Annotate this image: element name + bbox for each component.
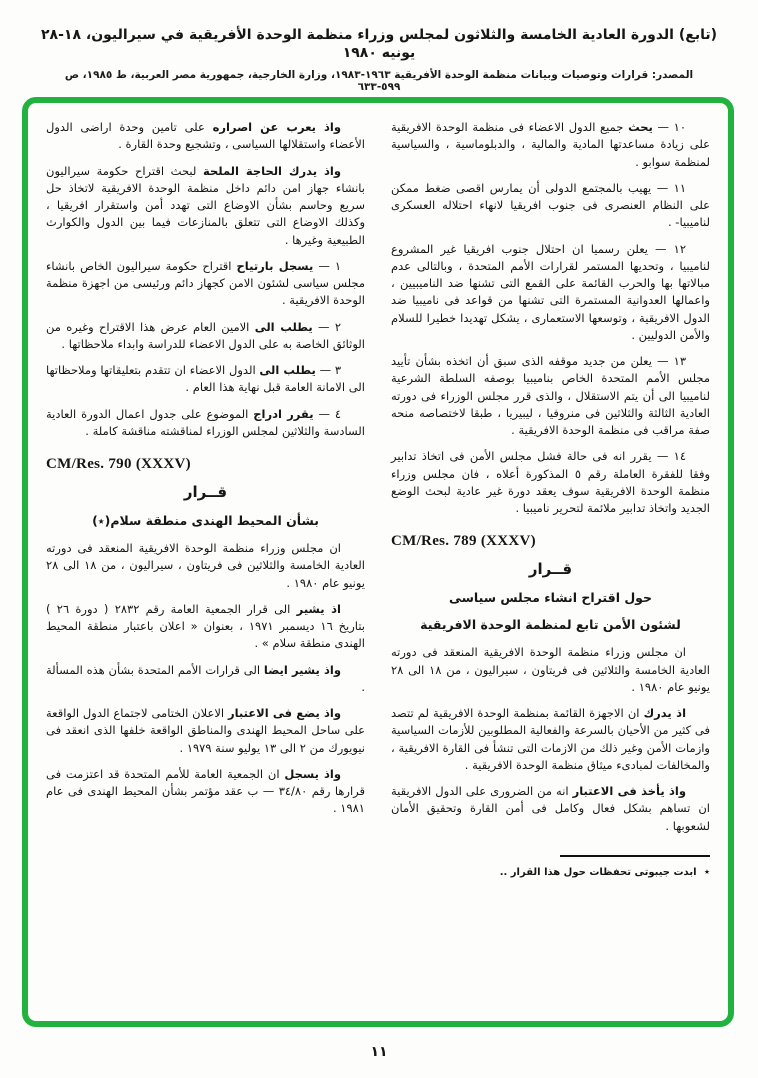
footnote-divider <box>560 855 710 857</box>
resolution-subtitle-1: حول اقتراح انشاء مجلس سياسى <box>448 590 653 606</box>
page-number: ١١ <box>370 1044 388 1060</box>
paragraph-lead: يطلب الى <box>259 363 316 377</box>
paragraph <box>46 705 365 757</box>
paragraph-text: يعلن من جديد موقفه الذى سبق أن اتخذه بشأن تأييد مجلس الأمم المتحدة الخاص بناميبيا بوصفه السلطة الشرعية لناميبيا الى أن يتم الاستقلال ، والذى قرر مجلس الوزراء فى دورته العادية الثالثة والثلاثين فى منروفيا ، ليبيريا ، طبقا لاختصاصه منحه صفة مراقب فى منظمة الوحدة الافريقية . <box>391 354 710 437</box>
paragraph-number: ١٢ — <box>655 241 686 256</box>
header-source-line: المصدر: قرارات وتوصيات وبيانات منظمة الوحدة الأفريقية ١٩٦٣-١٩٨٣، وزارة الخارجية، جمهورية مصر العربية، ط ١٩٨٥، ص ٥٩٩-٦٣٣ <box>64 69 694 94</box>
paragraph <box>46 662 365 697</box>
paragraph-lead: واذ يعرب عن اصراره <box>212 120 342 134</box>
paragraph-number: ١٣ — <box>657 354 686 368</box>
paragraph-lead: يسجل بارتياح <box>236 258 314 273</box>
paragraph-lead: واذ يشير ايضا <box>263 662 341 677</box>
paragraph-text: ان مجلس وزراء منظمة الوحدة الافريقية المنعقد فى دورته العادية الخامسة والثلاثين فى فريتاون ، سيراليون ، من ١٨ الى ٢٨ يونيو عام ١٩٨٠ . <box>46 541 365 590</box>
paragraph-number: ١٤ — <box>656 449 687 464</box>
paragraph-lead: يطلب الى <box>254 319 313 334</box>
paragraph <box>46 406 365 441</box>
paragraph-text: الى قرار الجمعية العامة رقم ٢٨٣٢ ( دورة ٢٦ ) بتاريخ ١٦ ديسمبر ١٩٧١ ، بعنوان « اعلان باعتبار منطقة المحيط الهندى منطقة سلام » . <box>46 601 365 651</box>
paragraph-number: ٤ — <box>318 406 342 421</box>
paragraph <box>46 766 365 818</box>
paragraph-text: ان الجمعية العامة للأمم المتحدة قد اعتزمت فى قرارها رقم ٣٤/٨٠ — ب عقد مؤتمر بشأن المحيط الهندى فى عام ١٩٨١ . <box>46 766 365 816</box>
right-column <box>391 119 710 1011</box>
paragraph-text: الدول الاعضاء ان تتقدم بتعليقاتها وملاحظاتها الى الامانة العامة قبل نهاية هذا العام . <box>46 363 365 395</box>
paragraph-text: ان الاجهزة القائمة بمنظمة الوحدة الافريقية لم تتصد فى كثير من الأحيان بالسرعة والفعالية المطلوبين للأزمات السياسية وازمات الأمن وغير ذلك من الازمات التى تنشأ فى القارة الافريقية ، والمخالفات لمبادىء ميثاق منظمة الوحدة الافريقية . <box>391 706 710 772</box>
left-paragraph-list-2 <box>46 540 365 818</box>
paragraph <box>391 644 710 696</box>
paragraph <box>46 540 365 592</box>
left-column <box>46 119 365 1011</box>
paragraph-text: يقرر انه فى حالة فشل مجلس الأمن فى اتخاذ تدابير وفقا للفقرة العاملة رقم ٥ المذكورة أعلاه ، فان مجلس وزراء منظمة الوحدة الافريقية سوف يعقد دورة غير عادية لبحث الوضع الجديد واتخاذ تدابير ملائمة لتحرير ناميبيا . <box>391 449 710 515</box>
right-paragraph-list <box>391 119 710 517</box>
paragraph-number: ٢ — <box>318 319 342 334</box>
page-header <box>0 0 758 93</box>
green-content-frame <box>22 97 734 1027</box>
paragraph-text: يهيب بالمجتمع الدولى أن يمارس اقصى ضغط ممكن على النظام العنصرى فى جنوب افريقيا لانهاء احتلاله العسكرى لناميبيا- . <box>391 180 710 230</box>
paragraph-text: اقتراح حكومة سيراليون الخاص بانشاء مجلس سياسى لشئون الامن كجهاز دائم ورئيسى من اجهزة منظمة الوحدة الافريقية . <box>46 258 365 308</box>
resolution-title: قــرار <box>183 483 228 501</box>
paragraph-lead: اذ يشير <box>296 601 342 616</box>
paragraph <box>46 601 365 653</box>
paragraph <box>391 705 710 774</box>
paragraph-number: ١ — <box>318 258 342 273</box>
left-paragraph-list <box>46 119 365 440</box>
paragraph <box>391 783 710 835</box>
paragraph <box>391 353 710 439</box>
paragraph-text: جميع الدول الاعضاء فى منظمة الوحدة الافريقية على زيادة مساعدتها المادية والمالية ، والدبلوماسية ، والسياسية لمنظمة سوابو . <box>391 120 710 169</box>
footnote <box>391 864 710 880</box>
paragraph-text: الامين العام عرض هذا الاقتراح وغيره من الوثائق الخاصة به على الدول الاعضاء للدراسة وابداء ملاحظاتها . <box>46 319 365 351</box>
paragraph <box>391 241 710 345</box>
right-paragraph-list-2 <box>391 644 710 835</box>
paragraph <box>46 119 365 154</box>
paragraph-text: يعلن رسميا ان احتلال جنوب افريقيا غير المشروع لناميبيا ، وتحديها المستمر لقرارات الأمم المتحدة ، وبالتالى عدم مبالاتها بها والحرب القائمة على القمع التى تشنها ضد الناميبيين ، واعمالها العدوانية المستمرة التى تشنها من قواعد فى ناميبيا ضد الدول الافريقية ، وتوسعها الاستعمارى ، يشكل تهديدا خطيرا للسلام والأمن الدوليين . <box>391 241 710 342</box>
paragraph-number: ٣ — <box>319 363 342 377</box>
paragraph <box>46 362 365 397</box>
paragraph <box>46 258 365 310</box>
paragraph <box>46 319 365 354</box>
footnote-star-icon: ٭ <box>704 864 710 878</box>
resolution-id-789: CM/Res. 789 (XXXV) <box>391 533 536 550</box>
paragraph-text: على تامين وحدة اراضى الدول الأعضاء واستقلالها السياسى ، وتشجيع وحدة القارة . <box>46 120 365 152</box>
paragraph <box>391 180 710 232</box>
paragraph <box>46 163 365 249</box>
header-session-title: (تابع) الدورة العادية الخامسة والثلاثون لمجلس وزراء منظمة الوحدة الأفريقية في سيراليون، ١٨-٢٨ يونيه ١٩٨٠ <box>41 27 717 62</box>
paragraph-lead: اذ يدرك <box>643 706 687 720</box>
paragraph <box>391 119 710 171</box>
paragraph-text: ان مجلس وزراء منظمة الوحدة الافريقية المنعقد فى دورته العادية الخامسة والثلاثين فى فريتاون ، سيراليون ، من ١٨ الى ٢٨ يونيو عام ١٩٨٠ . <box>391 645 710 694</box>
footnote-text: ابدت جيبوتى تحفظات حول هذا القرار .. <box>499 866 697 878</box>
paragraph-number: ١١ — <box>656 180 687 195</box>
two-column-layout <box>46 119 710 1011</box>
paragraph-text: الاعلان الختامى لاجتماع الدول الواقعة على ساحل المحيط الهندى والمناطق الواقعة خلفها الذى انعقد فى نيويورك من ٢ الى ١٣ يوليو سنة ١٩٧٩ . <box>46 706 365 755</box>
paragraph-lead: يحث <box>628 120 653 134</box>
paragraph-lead: واذ يضع فى الاعتبار <box>227 706 341 720</box>
paragraph-number: ١٠ — <box>657 120 687 134</box>
resolution-title: قــرار <box>528 560 573 579</box>
paragraph-text: انه من الضرورى على الدول الافريقية ان تساهم بشكل فعال وكامل فى أمن القارة وتحقيق الأمان لشعوبها . <box>391 784 710 833</box>
paragraph-text: لبحث اقتراح حكومة سيراليون بانشاء جهاز امن دائم داخل منظمة الوحدة الافريقية لاتخاذ حل سريع وحاسم بشأن الاوضاع التى تهدد أمن واستقرار افريقيا ، وكذلك الاوضاع التى تتعلق بالمنازعات فيما بين الدول والكوارث الطبيعية وغيرها . <box>46 163 365 247</box>
paragraph-lead: واذ يأخذ فى الاعتبار <box>572 784 686 798</box>
paragraph-text: الى قرارات الأمم المتحدة بشأن هذه المسألة . <box>46 662 365 694</box>
resolution-subtitle: بشأن المحيط الهندى منطقة سلام(٭) <box>92 513 319 528</box>
paragraph-text: الموضوع على جدول اعمال الدورة العادية السادسة والثلاثين لمجلس الوزراء لمناقشته مناقشة كاملة . <box>46 406 365 438</box>
resolution-id-790: CM/Res. 790 (XXXV) <box>46 456 191 472</box>
paragraph-lead: واذ يسجل <box>284 766 342 781</box>
paragraph-lead: واذ يدرك الحاجة الملحة <box>202 163 342 178</box>
paragraph-lead: يقرر ادراج <box>253 406 314 421</box>
resolution-subtitle-2: لشئون الأمن تابع لمنظمة الوحدة الافريقية <box>420 617 681 633</box>
paragraph <box>391 448 710 517</box>
